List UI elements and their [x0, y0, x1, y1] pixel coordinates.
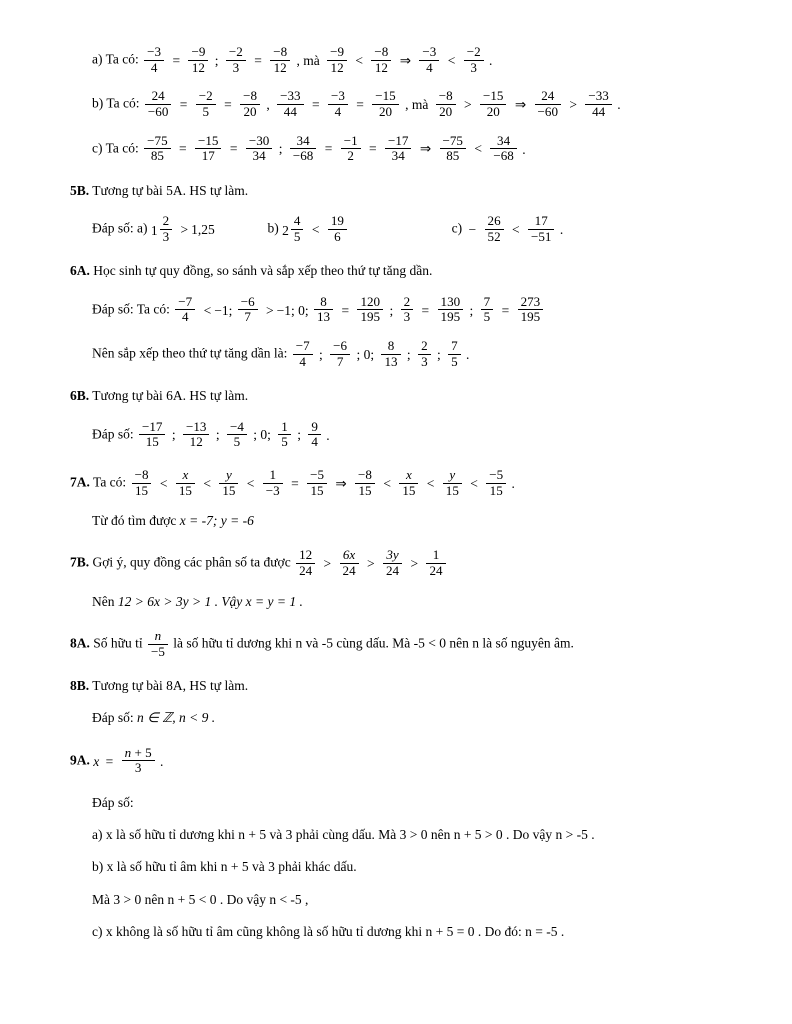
answer-text: a) x là số hữu tỉ dương khi n + 5 và 3 phải cùng dấu. Mà 3 > 0 nên n + 5 > 0 . Do vậy n > -5 . [92, 827, 595, 843]
answer-label: Đáp số: [92, 425, 134, 441]
math-fraction: $\frac{n}{-5}$ [146, 629, 170, 659]
result-label: Từ đó tìm được [92, 513, 177, 529]
exercise-9a-heading [70, 746, 734, 776]
answer-label: Đáp số: a) [92, 220, 148, 236]
answer-value: n ∈ ℤ, n < 9 . [137, 710, 216, 726]
math-expression: $\frac{12}{24}$ > $\frac{6x}{24}$ > $\frac{3y}{24}$ > $\frac{1}{24}$ [294, 548, 447, 578]
exercise-9a-part-c [92, 923, 734, 941]
exercise-text: Tương tự bài 8A, HS tự làm. [92, 678, 249, 694]
solution-5a-part-a [92, 45, 734, 75]
exercise-6b-answer [92, 420, 734, 450]
exercise-7a-result [92, 512, 734, 530]
exercise-number: 6B. [70, 388, 90, 404]
exercise-9a-part-b [92, 858, 734, 876]
answer-text: Mà 3 > 0 nên n + 5 < 0 . Do vậy n < -5 , [92, 891, 309, 907]
conclusion-label: Nên sắp xếp theo thứ tự tăng dần là: [92, 345, 288, 361]
conclusion-prefix: Nên [92, 593, 115, 609]
exercise-8b-heading [70, 677, 734, 695]
math-expression: $\frac{-75}{85}$ = $\frac{-15}{17}$ = $\frac{-30}{34}$ ; $\frac{34}{-68}$ = $\frac{-1}{2}$ = $\frac{-17}{34}$ ⇒ $\frac{-75}{85}$ < $\frac{34}{-68}$ . [142, 134, 525, 164]
exercise-text: Học sinh tự quy đồng, so sánh và sắp xếp theo thứ tự tăng dần. [93, 263, 433, 279]
label-a: a) Ta có: [92, 51, 139, 67]
answer-text: c) x không là số hữu tỉ âm cũng không là số hữu tỉ dương khi n + 5 = 0 . Do đó: n = -5 . [92, 923, 565, 939]
solution-5a-part-b [92, 89, 734, 119]
math-answer: $\frac{-7}{4}$ < −1; $\frac{-6}{7}$ > −1; 0; $\frac{8}{13}$ = $\frac{120}{195}$ ; $\frac{2}{3}$ = $\frac{130}{195}$ ; $\frac{7}{5}$ = $\frac{273}{195}$ [173, 295, 545, 325]
exercise-6a-answer [92, 295, 734, 325]
exercise-number: 8A. [70, 635, 90, 651]
answer-text: b) x là số hữu tỉ âm khi n + 5 và 3 phải khác dấu. [92, 859, 357, 875]
exercise-9a-part-b2 [92, 891, 734, 909]
math-expression: x = $\frac{n + 5}{3}$ . [93, 744, 164, 776]
exercise-9a-part-a [92, 826, 734, 844]
exercise-number: 6A. [70, 263, 90, 279]
math-expression: $\frac{24}{-60}$ = $\frac{-2}{5}$ = $\frac{-8}{20}$ , $\frac{-33}{44}$ = $\frac{-3}{4}$ = $\frac{-15}{20}$ , mà $\frac{-8}{20}$ > $\frac{-15}{20}$ ⇒ $\frac{24}{-60}$ > $\frac{-33}{44}$ . [143, 89, 621, 119]
exercise-8a [70, 629, 734, 659]
answer-label-c: c) [451, 220, 463, 236]
math-conclusion: $\frac{-7}{4}$ ; $\frac{-6}{7}$ ; 0; $\frac{8}{13}$ ; $\frac{2}{3}$ ; $\frac{7}{5}$ . [291, 339, 470, 369]
exercise-5b-heading [70, 182, 734, 200]
label-c: c) Ta có: [92, 139, 139, 155]
math-answer-a: 1 $\frac{2}{3}$ > 1,25 [150, 213, 215, 244]
result-value: x = -7; y = -6 [179, 513, 254, 529]
math-answer-c: − $\frac{26}{52}$ < $\frac{17}{-51}$ . [468, 213, 564, 244]
math-answer: $\frac{-17}{15}$ ; $\frac{-13}{12}$ ; $\frac{-4}{5}$ ; 0; $\frac{1}{5}$ ; $\frac{9}{4}$ . [137, 420, 330, 450]
exercise-6a-conclusion [92, 339, 734, 369]
exercise-6b-heading [70, 387, 734, 405]
exercise-text: Gợi ý, quy đồng các phân số ta được [92, 554, 291, 570]
exercise-number: 5B. [70, 182, 90, 198]
conclusion-value: 12 > 6x > 3y > 1 . Vậy x = y = 1 . [117, 593, 303, 609]
solution-5a-part-c [92, 134, 734, 164]
exercise-text: Tương tự bài 5A. HS tự làm. [92, 182, 249, 198]
exercise-text: Tương tự bài 6A. HS tự làm. [92, 388, 249, 404]
exercise-7b-heading [70, 548, 734, 578]
exercise-7a-heading [70, 468, 734, 498]
exercise-text-2: là số hữu tỉ dương khi n và -5 cùng dấu. Mà -5 < 0 nên n là số nguyên âm. [173, 635, 574, 651]
math-answer-b: 2 $\frac{4}{5}$ < $\frac{19}{6}$ [282, 214, 349, 244]
exercise-9a-answer-label [92, 794, 734, 812]
exercise-number: 9A. [70, 751, 90, 767]
answer-label: Đáp số: [92, 794, 134, 810]
exercise-7b-conclusion [92, 593, 734, 611]
answer-label-b: b) [267, 220, 279, 236]
answer-label: Đáp số: [92, 710, 134, 726]
exercise-number: 8B. [70, 678, 90, 694]
exercise-8b-answer [92, 709, 734, 727]
exercise-5b-answer [92, 214, 734, 244]
exercise-6a-heading [70, 262, 734, 280]
label-b: b) Ta có: [92, 95, 140, 111]
math-expression: $\frac{-3}{4}$ = $\frac{-9}{12}$ ; $\frac{-2}{3}$ = $\frac{-8}{12}$ , mà $\frac{-9}{12}$ < $\frac{-8}{12}$ ⇒ $\frac{-3}{4}$ < $\frac{-2}{3}$ . [142, 45, 492, 75]
answer-label: Đáp số: Ta có: [92, 300, 170, 316]
math-expression: $\frac{-8}{15}$ < $\frac{x}{15}$ < $\frac{y}{15}$ < $\frac{1}{-3}$ = $\frac{-5}{15}$ ⇒ $\frac{-8}{15}$ < $\frac{x}{15}$ < $\frac{y}{15}$ < $\frac{-5}{15}$ . [130, 468, 515, 498]
exercise-number: 7B. [70, 554, 90, 570]
exercise-number: 7A. [70, 474, 90, 490]
exercise-text-1: Số hữu tỉ [93, 635, 143, 651]
exercise-text: Ta có: [93, 474, 127, 490]
